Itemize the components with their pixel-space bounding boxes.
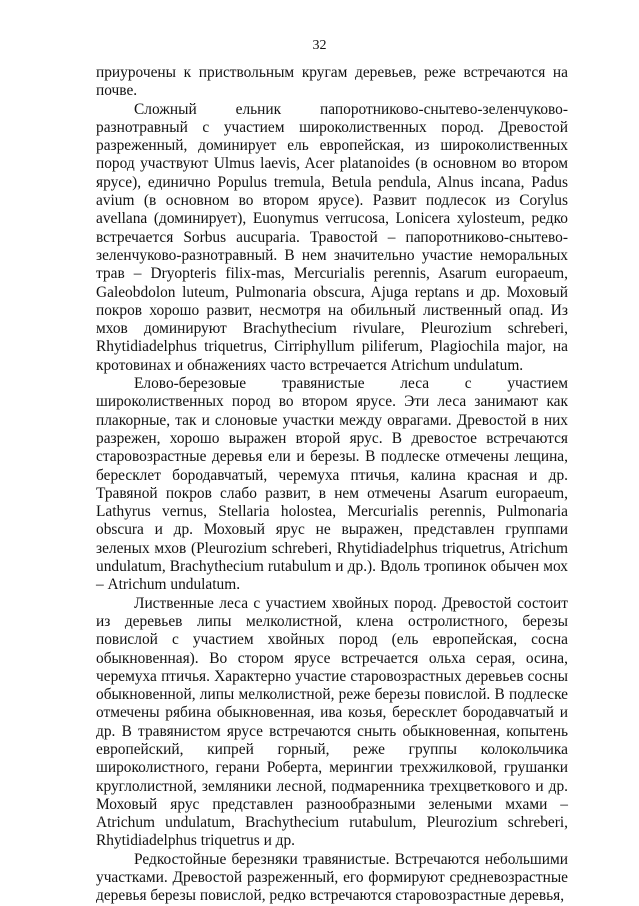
paragraph-spruce-birch-forest: Елово-березовые травянистые леса с участием широколиственных пород во втором ярусе. Эти леса занимают как плакорные, так и слоновые участки между оврагами. Древостой в них разрежен, хорошо выражен второй ярус. В древостое встречаются старовозрастные деревья ели и березы. В подлеске отмечены лещина, бересклет бородавчатый, черемуха птичья, калина красная и др. Травяной покров слабо развит, в нем отмечены Asarum europaeum, Lathyrus vernus, Stellaria holostea, Mercurialis perennis, Pulmonaria obscura и др. Моховый ярус не выражен, представлен группами зеленых мхов (Pleurozium schreberi, Rhytidiadelphus triquetrus, Atrichum undulatum, Brachythecium rutabulum и др.). Вдоль тропинок обычен мох – Atrichum undulatum. — [96, 375, 568, 594]
paragraph-spruce-forest: Сложный ельник папоротниково-снытево-зеленчуково-разнотравный с участием широколиственных пород. Древостой разреженный, доминирует ель европейская, из широколиственных пород участвуют Ulmus laevis, Acer platanoides (в основном во втором ярусе), единично Populus tremula, Betula pendula, Alnus incana, Padus avium (в основном во втором ярусе). Развит подлесок из Corylus avellana (доминирует), Euonymus verrucosa, Lonicera xylosteum, редко встречается Sorbus aucuparia. Травостой – папоротниково-снытево-зеленчуково-разнотравный. В нем значительно участие неморальных трав – Dryopteris filix-mas, Mercurialis perennis, Asarum europaeum, Galeobdolon luteum, Pulmonaria obscura, Ajuga reptans и др. Моховый покров хорошо развит, несмотря на обильный лиственный опад. Из мхов доминируют Brachythecium rivulare, Pleurozium schreberi, Rhytidiadelphus triquetrus, Cirriphyllum piliferum, Plagiochila major, на кротовинах и обнажениях часто встречается Atrichum undulatum. — [96, 100, 568, 374]
page-number: 32 — [312, 38, 327, 53]
paragraph-continuation: приурочены к приствольным кругам деревьев, реже встречаются на почве. — [96, 64, 568, 100]
paragraph-deciduous-forest: Лиственные леса с участием хвойных пород. Древостой состоит из деревьев липы мелколистной, клена остролистного, березы повислой с участием хвойных пород (ель европейская, сосна обыкновенная). Во стором ярусе встречается ольха серая, осина, черемуха птичья. Характерно участие старовозрастных деревьев сосны обыкновенной, липы мелколистной, реже березы повислой. В подлеске отмечены рябина обыкновенная, ива козья, бересклет бородавчатый и др. В травянистом ярусе встречаются сныть обыкновенная, копытень европейский, кипрей горный, реже группы колокольчика широколистного, герани Роберта, мерингии трехжилковой, грушанки круглолистной, земляники лесной, подмаренника трехцветкового и др. Моховый ярус представлен разнообразными зелеными мхами – Atrichum undulatum, Brachythecium rutabulum, Pleurozium schreberi, Rhytidiadelphus triquetrus и др. — [96, 594, 568, 850]
document-body — [96, 64, 568, 906]
paragraph-birch-forest: Редкостойные березняки травянистые. Встречаются небольшими участками. Древостой разреженный, его формируют средневозрастные деревья березы повислой, редко встречаются старовозрастные деревья, — [96, 850, 568, 905]
